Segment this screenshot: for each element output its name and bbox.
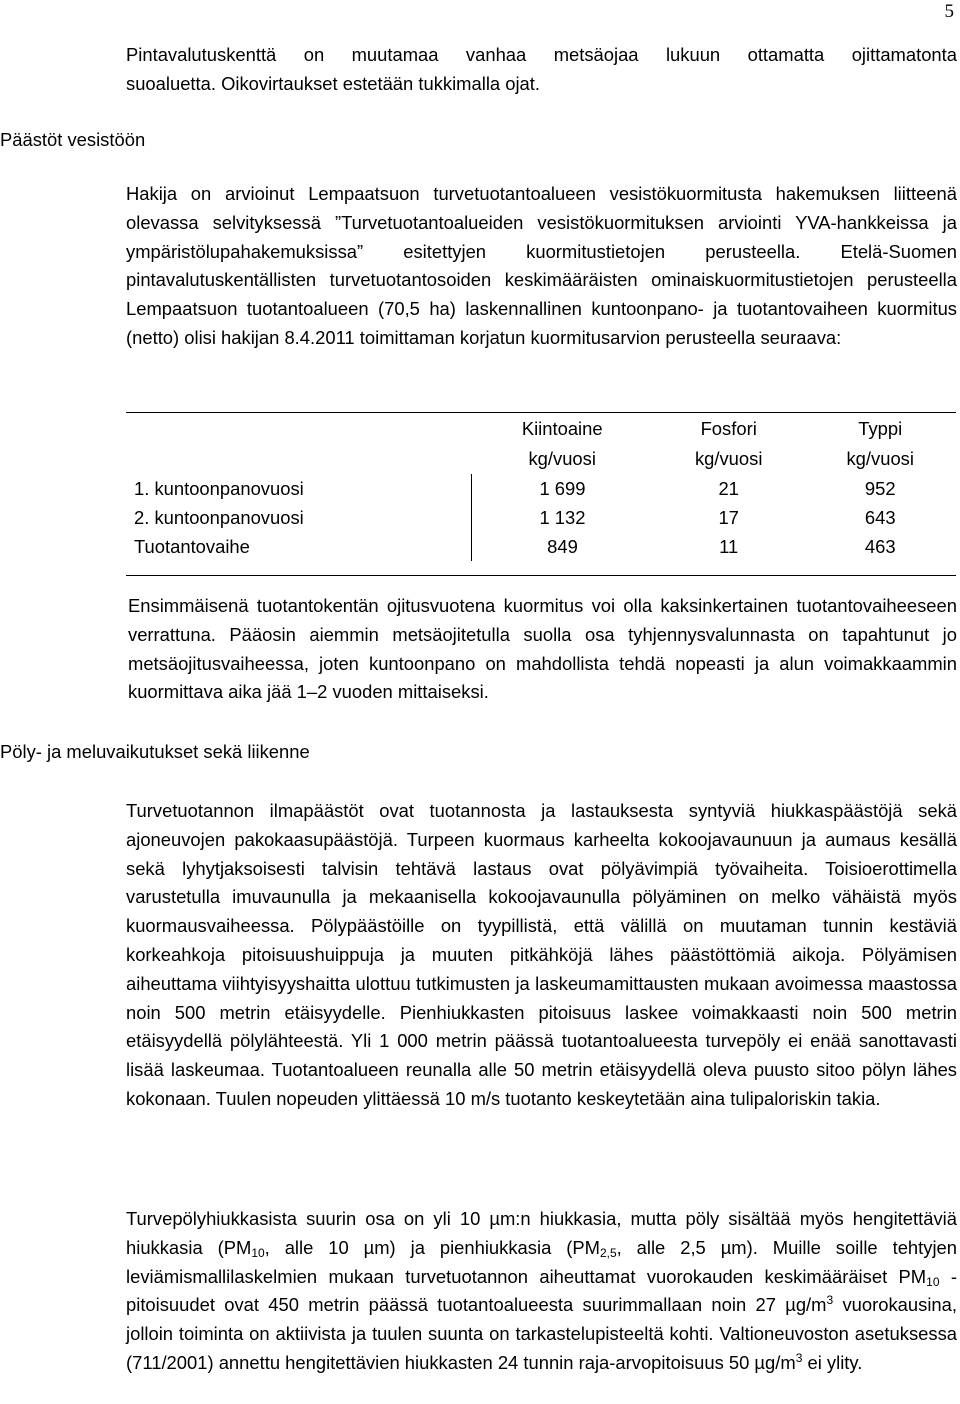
table-bottom-rule xyxy=(126,561,956,576)
table-cell: 21 xyxy=(718,478,739,499)
column-header-solids: Kiintoaine xyxy=(521,418,603,439)
table-cell: 17 xyxy=(718,507,739,528)
intro-line-1: Pintavalutuskenttä on muutamaa vanhaa metsäojaa lukuun ottamatta ojittamatonta xyxy=(126,44,957,65)
table-cell: 1 699 xyxy=(472,474,653,503)
intro-line-2: suoaluetta. Oikovirtaukset estetään tukkimalla ojat. xyxy=(126,72,541,94)
table-unit-row xyxy=(126,444,956,474)
table-cell: 463 xyxy=(864,536,896,557)
row-label: 1. kuntoonpanovuosi xyxy=(134,478,304,499)
table-row xyxy=(126,474,956,503)
column-unit: kg/vuosi xyxy=(846,448,914,469)
page-number: 5 xyxy=(944,1,954,22)
dust-text-2: Turvepölyhiukkasista suurin osa on yli 10 µm:n hiukkasia, mutta pöly sisältää myös hengitettäviä hiukkasia ($PM_{10}$, alle 10 µm) ja pienhiukkasia ($PM_{2,5}$, alle 2,5 µm). Muille soille tehtyjen leviämismallilaskelmien mukaan turvetuotannon aiheuttamat vuorokauden keskimääräiset $PM_{10}$ -pitoisuudet ovat 450 metrin päässä tuotantoalueesta suurimmallaan noin 27 $\mu g/m^3$ vuorokausina, jolloin toiminta on aktiivista ja tuulen suunta on tarkastelupisteeltä kohti. Valtioneuvoston asetuksessa (711/2001) annettu hengitettävien hiukkasten 24 tunnin raja-arvopitoisuus 50 $\mu g/m^3$ ei ylity. xyxy=(126,1208,957,1373)
emissions-text: Hakija on arvioinut Lempaatsuon turvetuotantoalueen vesistökuormitusta hakemuksen liitteenä olevassa selvityksessä ”Turvetuotantoalueiden vesistökuormituksen arviointi YVA-hankkeissa ja ympäristölupahakemuksissa” esitettyjen kuormitustietojen perusteella. Etelä-Suomen pintavalutuskentällisten turvetuotantosoiden keskimääräisten ominaiskuormitustietojen perusteella Lempaatsuon tuotantoalueen (70,5 ha) laskennallinen kuntoonpano- ja tuotantovaiheen kuormitus (netto) olisi hakijan 8.4.2011 toimittaman korjatun kuormitusarvion perusteella seuraava: xyxy=(126,183,957,348)
table-row xyxy=(126,503,956,532)
column-header-phosphorus: Fosfori xyxy=(700,418,757,439)
table-row xyxy=(126,532,956,561)
section-heading-dust-noise-traffic: Pöly- ja meluvaikutukset sekä liikenne xyxy=(0,741,310,762)
dust-text-1: Turvetuotannon ilmapäästöt ovat tuotannosta ja lastauksesta syntyviä hiukkaspäästöjä sekä ajoneuvojen pakokaasupäästöjä. Turpeen kuormaus karheelta kokoojavaunuun ja aumaus kesällä sekä lyhytjaksoisesti talvisin tehtävä lastaus ovat pölyävimpiä työvaiheita. Toisioerottimella varustetulla imuvaunulla ja mekaanisella kokoojavaunulla pölyäminen on melko vähäistä myös kuormausvaiheessa. Pölypäästöille on tyypillistä, että välillä on muutaman tunnin kestäviä korkeahkoja pitoisuushuippuja ja muuten pitkähköjä lähes päästöttömiä aikoja. Pölyämisen aiheuttama viihtyisyyshaitta ulottuu tutkimusten ja laskeumamittausten mukaan avoimessa maastossa noin 500 metrin etäisyydelle. Pienhiukkasten pitoisuus laskee voimakkaasti noin 500 metrin etäisyydellä pölylähteestä. Yli 1 000 metrin päässä tuotantoalueesta turvepöly ei enää sanottavasti lisää laskeumaa. Tuotantoalueen reunalla alle 50 metrin etäisyydellä oleva puusto sitoo pölyn lähes kokonaan. Tuulen nopeuden ylittäessä 10 m/s tuotanto keskeytetään aina tulipaloriskin takia. xyxy=(126,800,957,1109)
intro-paragraph xyxy=(126,41,957,99)
load-table xyxy=(126,412,956,576)
table-cell: 952 xyxy=(864,478,896,499)
table-cell: 849 xyxy=(472,532,653,561)
table-cell: 11 xyxy=(719,536,739,557)
column-unit: kg/vuosi xyxy=(694,448,763,469)
column-header-nitrogen: Typpi xyxy=(858,418,903,439)
section-heading-emissions-to-water: Päästöt vesistöön xyxy=(0,129,146,150)
after-table-text: Ensimmäisenä tuotantokentän ojitusvuotena kuormitus voi olla kaksinkertainen tuotantovaiheeseen verrattuna. Pääosin aiemmin metsäojitetulla suolla osa tyhjennysvalunnasta on tapahtunut jo metsäojitusvaiheessa, joten kuntoonpano on mahdollista tehdä nopeasti ja alun voimakkaammin kuormittava aika jää 1–2 vuoden mittaiseksi. xyxy=(128,595,957,703)
row-label: 2. kuntoonpanovuosi xyxy=(134,507,304,528)
emissions-paragraph xyxy=(126,180,957,353)
table-cell: 643 xyxy=(864,507,896,528)
dust-paragraph-1 xyxy=(126,797,957,1114)
after-table-paragraph xyxy=(128,592,957,707)
row-label: Tuotantovaihe xyxy=(134,536,250,557)
table-cell: 1 132 xyxy=(472,503,653,532)
table-header-row xyxy=(126,414,956,444)
dust-paragraph-2 xyxy=(126,1205,957,1378)
column-unit: kg/vuosi xyxy=(528,448,596,469)
